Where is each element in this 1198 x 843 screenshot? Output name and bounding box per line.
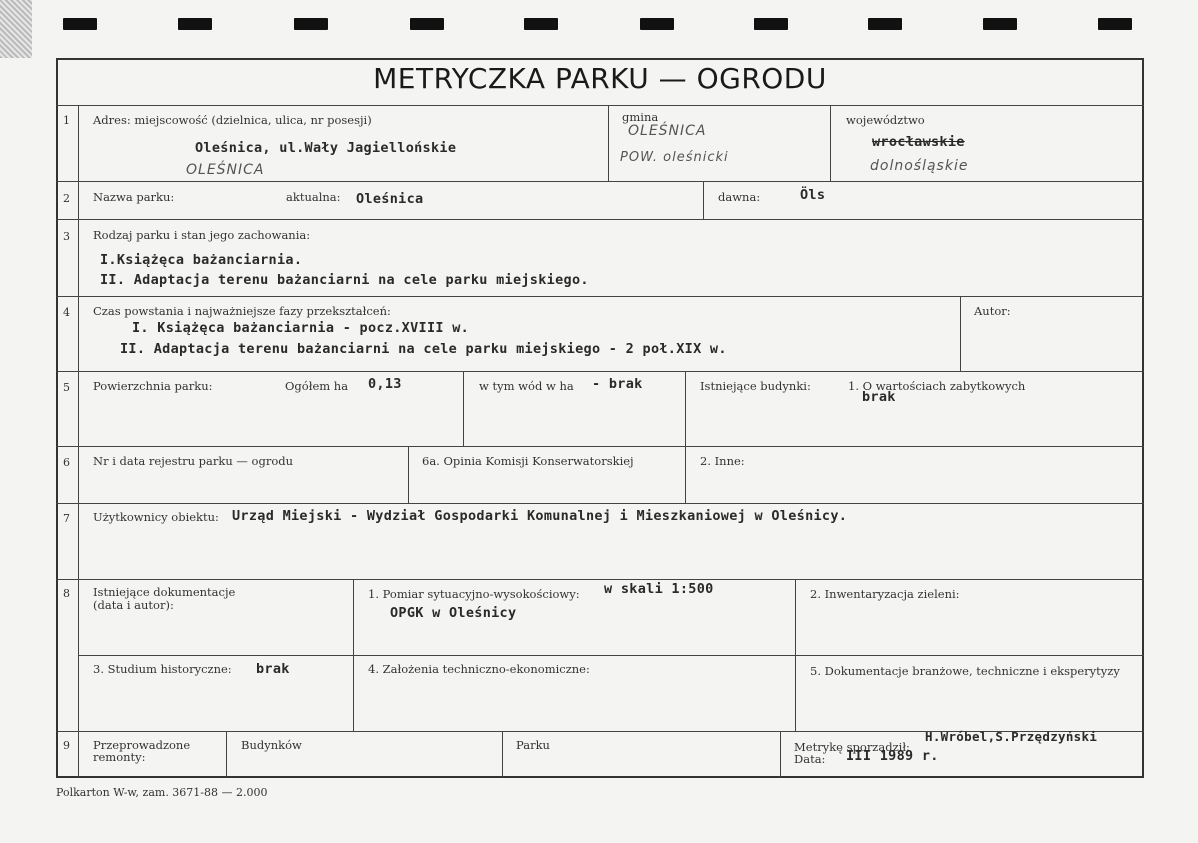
perforation-mark [178, 18, 212, 30]
users-value: Urząd Miejski - Wydział Gospodarki Komunalnej i Mieszkaniowej w Oleśnicy. [232, 508, 848, 524]
row-divider [56, 446, 1144, 447]
history-phases-line-1: I. Książęca bażanciarnia - pocz.XVIII w. [132, 320, 470, 336]
cell-divider [685, 371, 686, 446]
former-name-value: Öls [800, 187, 826, 203]
repairs-label: Przeprowadzone [93, 738, 191, 752]
current-name-label: aktualna: [286, 190, 341, 204]
park-type-line-1: I.Książęca bażanciarnia. [100, 252, 303, 268]
total-area-label: Ogółem ha [285, 379, 349, 393]
park-name-label: Nazwa parku: [93, 190, 175, 204]
prepared-by-value: H.Wróbel,S.Przędzyński [925, 729, 1098, 744]
existing-buildings-label: Istniejące budynki: [700, 379, 811, 393]
powiat-handwritten: POW. oleśnicki [620, 150, 729, 165]
row-number: 4 [63, 306, 70, 319]
address-handwritten: OLEŚNICA [186, 162, 265, 178]
park-type-label: Rodzaj parku i stan jego zachowania: [93, 228, 311, 242]
cell-divider [780, 731, 781, 777]
perforation-mark [294, 18, 328, 30]
perforation-mark [63, 18, 97, 30]
historical-study-value: brak [256, 661, 290, 677]
survey-value-2: OPGK w Oleśnicy [390, 605, 517, 621]
greenery-inventory-label: 2. Inwentaryzacja zieleni: [810, 587, 960, 601]
other-label: 2. Inne: [700, 454, 745, 468]
row-number: 1 [63, 114, 70, 127]
row-divider [56, 371, 1144, 372]
water-area-label: w tym wód w ha [479, 379, 574, 393]
documentation-label-2: (data i autor): [93, 598, 174, 612]
gmina-handwritten: OLEŚNICA [628, 123, 707, 139]
row-number: 3 [63, 230, 70, 243]
voivodeship-value: wrocławskie [872, 134, 965, 150]
repairs-label-2: remonty: [93, 750, 146, 764]
cell-divider [463, 371, 464, 446]
row-divider [78, 655, 1144, 656]
park-area-label: Powierzchnia parku: [93, 379, 213, 393]
park-type-line-2: II. Adaptacja terenu bażanciarni na cele parku miejskiego. [100, 272, 589, 288]
branch-documentation-label: 5. Dokumentacje branżowe, techniczne i eksperytyzy [810, 664, 1120, 678]
park-repairs-label: Parku [516, 738, 550, 752]
perforation-mark [754, 18, 788, 30]
row-divider [56, 105, 1144, 106]
total-area-value: 0,13 [368, 376, 402, 392]
cell-divider [608, 105, 609, 181]
scan-corner [0, 0, 32, 58]
cell-divider [830, 105, 831, 181]
voivodeship-handwritten: dolnośląskie [870, 158, 969, 174]
printer-footer: Polkarton W-w, zam. 3671-88 — 2.000 [56, 786, 268, 799]
row-number: 9 [63, 739, 70, 752]
historic-buildings-label: 1. O wartościach zabytkowych [848, 379, 1026, 393]
perforation-mark [1098, 18, 1132, 30]
historic-buildings-value: brak [862, 389, 896, 405]
form-title: METRYCZKA PARKU — OGRODU [373, 62, 827, 95]
prepared-by-label: Metrykę sporządził: [794, 740, 910, 754]
building-repairs-label: Budynków [241, 738, 302, 752]
survey-label: 1. Pomiar sytuacyjno-wysokościowy: [368, 587, 580, 601]
cell-divider [795, 579, 796, 731]
cell-divider [226, 731, 227, 777]
cell-divider [703, 181, 704, 219]
history-phases-line-2: II. Adaptacja terenu bażanciarni na cele parku miejskiego - 2 poł.XIX w. [120, 341, 727, 357]
register-label: Nr i data rejestru parku — ogrodu [93, 454, 294, 468]
historical-study-label: 3. Studium historyczne: [93, 662, 232, 676]
documentation-label: Istniejące dokumentacje [93, 585, 236, 599]
date-label: Data: [794, 752, 826, 766]
history-phases-label: Czas powstania i najważniejsze fazy przekształceń: [93, 304, 391, 318]
author-label: Autor: [974, 304, 1011, 318]
row-divider [56, 503, 1144, 504]
survey-value-1: w skali 1:500 [604, 581, 714, 597]
address-value: Oleśnica, ul.Wały Jagiellońskie [195, 140, 457, 156]
technical-assumptions-label: 4. Założenia techniczno-ekonomiczne: [368, 662, 590, 676]
cell-divider [685, 446, 686, 503]
row-divider [56, 219, 1144, 220]
voivodeship-label: województwo [846, 113, 925, 127]
perforation-mark [868, 18, 902, 30]
commission-opinion-label: 6a. Opinia Komisji Konserwatorskiej [422, 454, 634, 468]
row-number: 5 [63, 381, 70, 394]
row-divider [56, 181, 1144, 182]
date-value: III 1989 r. [846, 748, 939, 764]
row-divider [56, 296, 1144, 297]
cell-divider [502, 731, 503, 777]
perforation-mark [410, 18, 444, 30]
row-divider [56, 579, 1144, 580]
number-column-divider [78, 105, 79, 777]
perforation-mark [640, 18, 674, 30]
perforation-mark [524, 18, 558, 30]
cell-divider [960, 296, 961, 371]
cell-divider [408, 446, 409, 503]
row-number: 6 [63, 456, 70, 469]
water-area-value: - brak [592, 376, 643, 392]
address-label: Adres: miejscowość (dzielnica, ulica, nr posesji) [93, 113, 372, 127]
row-number: 7 [63, 512, 70, 525]
perforation-mark [983, 18, 1017, 30]
row-number: 2 [63, 192, 70, 205]
gmina-label: gmina [622, 110, 659, 124]
row-number: 8 [63, 587, 70, 600]
cell-divider [353, 579, 354, 731]
users-label: Użytkownicy obiektu: [93, 510, 219, 524]
former-name-label: dawna: [718, 190, 761, 204]
current-name-value: Oleśnica [356, 191, 424, 207]
